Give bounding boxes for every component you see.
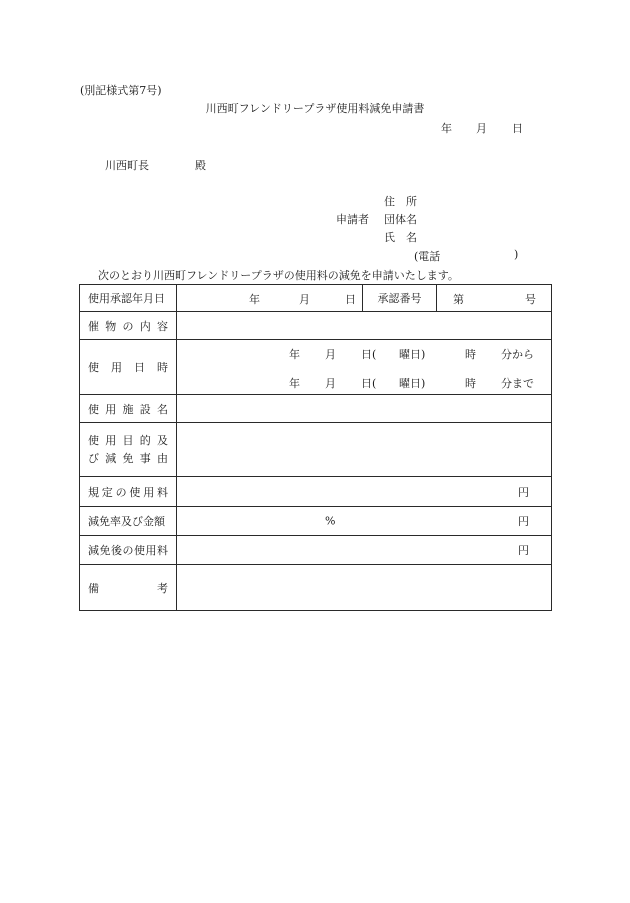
approval-number-label: 承認番号: [363, 285, 437, 312]
approval-month: 月: [299, 293, 310, 306]
approval-row: [80, 285, 552, 312]
phone-label: (電話: [414, 250, 441, 263]
purpose-field[interactable]: [177, 423, 552, 477]
facility-label: 使 用 施 設 名: [80, 395, 177, 423]
approval-date-cell[interactable]: [177, 285, 363, 312]
facility-row: [80, 395, 552, 423]
approval-day: 日: [345, 293, 356, 306]
datetime-row: [80, 340, 552, 395]
number-suffix: 号: [525, 293, 536, 306]
from-weekday: 曜日): [399, 348, 426, 361]
facility-field[interactable]: [177, 395, 552, 423]
applicant-label: 申請者: [336, 213, 369, 226]
fee-label: 規 定 の 使 用 料: [80, 477, 177, 507]
name-label: 氏 名: [384, 231, 417, 244]
datetime-field[interactable]: [177, 340, 552, 395]
purpose-label: 使 用 目 的 及 び 減 免 事 由: [80, 423, 177, 477]
purpose-row: [80, 423, 552, 477]
discount-field[interactable]: [177, 507, 552, 536]
after-fee-yen: 円: [518, 544, 529, 557]
remarks-row: [80, 565, 552, 611]
date-month-label: 月: [476, 122, 487, 135]
datetime-label: 使 用 日 時: [80, 340, 177, 395]
application-table: [79, 284, 552, 611]
approval-date-label: 使用承認年月日: [80, 285, 177, 312]
from-hour: 時: [465, 348, 476, 361]
discount-label: 減免率及び金額: [80, 507, 177, 536]
from-month: 月: [325, 348, 336, 361]
after-fee-row: [80, 536, 552, 565]
after-fee-label: 減 免 後 の 使 用 料: [80, 536, 177, 565]
discount-yen: 円: [518, 515, 529, 528]
addressee-honorific: 殿: [195, 159, 206, 172]
remarks-field[interactable]: [177, 565, 552, 611]
date-day-label: 日: [512, 122, 523, 135]
fee-yen: 円: [518, 485, 529, 499]
to-hour: 時: [465, 377, 476, 390]
from-day: 日(: [361, 348, 377, 361]
document-title: 川西町フレンドリープラザ使用料減免申請書: [205, 102, 425, 115]
remarks-label: 備 考: [80, 565, 177, 611]
event-label: 催 物 の 内 容: [80, 312, 177, 340]
to-day: 日(: [361, 377, 377, 390]
fee-row: [80, 477, 552, 507]
intro-text: 次のとおり川西町フレンドリープラザの使用料の減免を申請いたします。: [98, 269, 459, 282]
form-code: (別記様式第7号): [80, 84, 162, 97]
date-year-label: 年: [441, 122, 452, 135]
from-minute: 分から: [501, 348, 534, 361]
event-row: [80, 312, 552, 340]
addressee-name: 川西町長: [105, 159, 149, 172]
to-year: 年: [289, 377, 300, 390]
discount-row: [80, 507, 552, 536]
after-fee-field[interactable]: [177, 536, 552, 565]
discount-percent: %: [325, 514, 336, 528]
number-prefix: 第: [453, 293, 464, 306]
group-name-label: 団体名: [384, 213, 417, 226]
fee-field[interactable]: [177, 477, 552, 507]
phone-close: ): [514, 248, 519, 261]
event-field[interactable]: [177, 312, 552, 340]
approval-year: 年: [249, 293, 260, 306]
address-label: 住 所: [384, 195, 417, 208]
to-minute: 分まで: [501, 377, 534, 390]
from-year: 年: [289, 348, 300, 361]
to-month: 月: [325, 377, 336, 390]
approval-number-cell[interactable]: [437, 285, 552, 312]
to-weekday: 曜日): [399, 377, 426, 390]
